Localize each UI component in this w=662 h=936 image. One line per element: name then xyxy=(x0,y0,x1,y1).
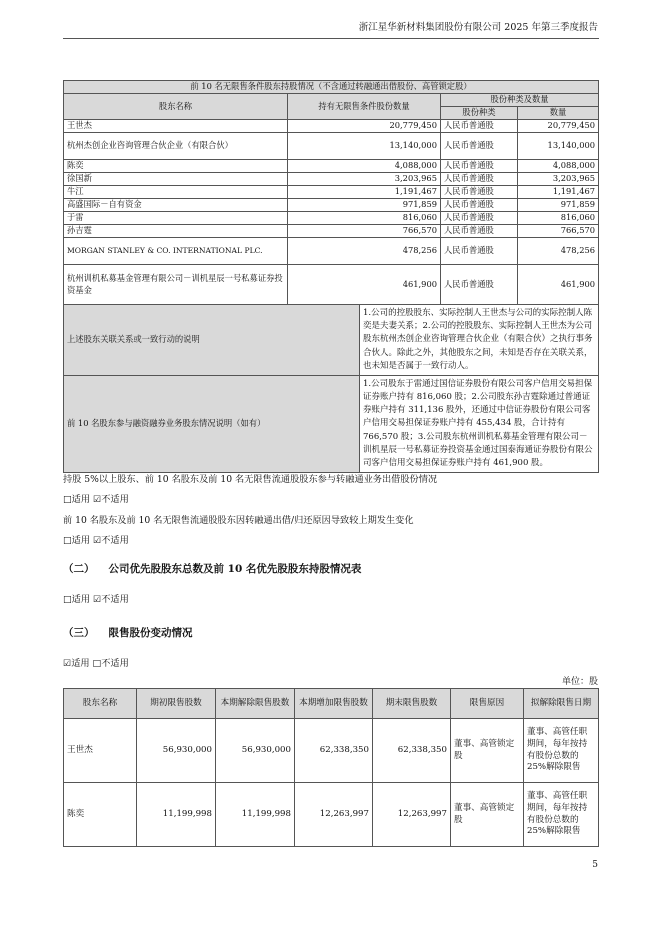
unrestricted-qty: 1,191,467 xyxy=(288,186,441,199)
section-number: （三） xyxy=(63,627,95,639)
share-count: 478,256 xyxy=(518,238,599,265)
share-count: 20,779,450 xyxy=(518,120,599,133)
shareholder-name: 王世杰 xyxy=(64,719,137,783)
header-share-count: 数量 xyxy=(518,107,599,120)
relation-text: 1.公司的控股股东、实际控制人王世杰与公司的实际控制人陈奕是夫妻关系；2.公司的控股股东、实际控制人王世杰为公司股东杭州杰创企业咨询管理合伙企业（有限合伙）之执行事务合伙人。除此之外，其他股东之间，未知是否存在关联关系，也未知是否属于一致行动人。 xyxy=(360,305,599,376)
added-restricted: 12,263,997 xyxy=(295,783,373,847)
table-row xyxy=(64,225,599,238)
table-row xyxy=(64,160,599,173)
lending-applicability: □适用 ☑不适用 xyxy=(63,494,129,505)
share-type: 人民币普通股 xyxy=(441,173,518,186)
table-row xyxy=(64,120,599,133)
share-count: 461,900 xyxy=(518,265,599,305)
table-row xyxy=(64,783,599,847)
header-share-type: 股份种类 xyxy=(441,107,518,120)
share-count: 13,140,000 xyxy=(518,133,599,160)
table-row xyxy=(64,265,599,305)
header-divider xyxy=(63,38,599,39)
header-share-type-group: 股份种类及数量 xyxy=(441,94,599,107)
header-col: 限售原因 xyxy=(451,689,524,719)
share-type: 人民币普通股 xyxy=(441,225,518,238)
shareholder-name: 杭州训机私募基金管理有限公司－训机星辰一号私募证券投资基金 xyxy=(64,265,288,305)
header-col: 股东名称 xyxy=(64,689,137,719)
shareholder-name: 王世杰 xyxy=(64,120,288,133)
unrestricted-qty: 478,256 xyxy=(288,238,441,265)
table-row xyxy=(64,186,599,199)
release-date: 董事、高管任职期间，每年按持有股份总数的 25%解除限售 xyxy=(524,719,599,783)
header-col: 本期解除限售股数 xyxy=(216,689,295,719)
unrestricted-qty: 20,779,450 xyxy=(288,120,441,133)
end-restricted: 12,263,997 xyxy=(373,783,451,847)
shareholder-name: 陈奕 xyxy=(64,160,288,173)
release-date: 董事、高管任职期间，每年按持有股份总数的 25%解除限售 xyxy=(524,783,599,847)
section-title: 公司优先股股东总数及前 10 名优先股股东持股情况表 xyxy=(108,563,362,575)
share-type: 人民币普通股 xyxy=(441,133,518,160)
restricted-applicability: ☑适用 □不适用 xyxy=(63,658,129,669)
restriction-reason: 董事、高管锁定股 xyxy=(451,719,524,783)
share-count: 816,060 xyxy=(518,212,599,225)
released-restricted: 11,199,998 xyxy=(216,783,295,847)
header-col: 拟解除限售日期 xyxy=(524,689,599,719)
table-row xyxy=(64,212,599,225)
shareholder-name: 孙吉霆 xyxy=(64,225,288,238)
unrestricted-qty: 13,140,000 xyxy=(288,133,441,160)
table-row xyxy=(64,238,599,265)
end-restricted: 62,338,350 xyxy=(373,719,451,783)
unrestricted-qty: 461,900 xyxy=(288,265,441,305)
top10-holders-table xyxy=(63,80,599,473)
unrestricted-qty: 3,203,965 xyxy=(288,173,441,186)
share-type: 人民币普通股 xyxy=(441,186,518,199)
restricted-shares-table xyxy=(63,688,599,847)
margin-trading-label: 前 10 名股东参与融资融券业务股东情况说明（如有） xyxy=(64,375,360,472)
share-type: 人民币普通股 xyxy=(441,120,518,133)
unit-label: 单位：股 xyxy=(561,677,598,687)
section-preferred-heading xyxy=(63,561,361,576)
table-row xyxy=(64,133,599,160)
shareholder-name: 徐国新 xyxy=(64,173,288,186)
preferred-applicability: □适用 ☑不适用 xyxy=(63,594,129,605)
relation-label: 上述股东关联关系或一致行动的说明 xyxy=(64,305,360,376)
section-title: 限售股份变动情况 xyxy=(108,627,193,639)
header-col: 期末限售股数 xyxy=(373,689,451,719)
released-restricted: 56,930,000 xyxy=(216,719,295,783)
shareholder-name: 牛江 xyxy=(64,186,288,199)
shareholder-name: 高盛国际－自有资金 xyxy=(64,199,288,212)
unrestricted-qty: 766,570 xyxy=(288,225,441,238)
section-number: （二） xyxy=(63,563,95,575)
header-col: 期初限售股数 xyxy=(137,689,216,719)
change-applicability: □适用 ☑不适用 xyxy=(63,535,129,546)
section-restricted-heading xyxy=(63,625,193,640)
shareholder-name: 陈奕 xyxy=(64,783,137,847)
share-type: 人民币普通股 xyxy=(441,212,518,225)
page-number: 5 xyxy=(592,860,598,870)
unrestricted-qty: 971,859 xyxy=(288,199,441,212)
change-paragraph: 前 10 名股东及前 10 名无限售流通股股东因转融通出借/归还原因导致较上期发生变化 xyxy=(63,515,414,526)
begin-restricted: 11,199,998 xyxy=(137,783,216,847)
table-row xyxy=(64,719,599,783)
shareholder-name: 杭州杰创企业咨询管理合伙企业（有限合伙） xyxy=(64,133,288,160)
begin-restricted: 56,930,000 xyxy=(137,719,216,783)
share-count: 971,859 xyxy=(518,199,599,212)
shareholder-name: MORGAN STANLEY & CO. INTERNATIONAL PLC. xyxy=(64,238,288,265)
unrestricted-qty: 4,088,000 xyxy=(288,160,441,173)
share-count: 766,570 xyxy=(518,225,599,238)
share-type: 人民币普通股 xyxy=(441,199,518,212)
margin-trading-text: 1.公司股东于雷通过国信证券股份有限公司客户信用交易担保证券账户持有 816,060 股；2.公司股东孙吉霆除通过普通证券账户持有 311,136 股外，还通过中信证券股份有限公司客户信用交易担保证券账户持有 455,434 股，合计持有 766,570 股；3.公司股东杭州训机私募基金管理有限公司－训机星辰一号私募证券投资基金通过国泰海通证券股份有限公司客户信用交易担保证券账户持有 461,900 股。 xyxy=(360,375,599,472)
page-header: 浙江星华新材料集团股份有限公司 2025 年第三季度报告 xyxy=(358,22,598,33)
top10-table-title: 前 10 名无限售条件股东持股情况（不含通过转融通出借股份、高管锁定股） xyxy=(64,81,599,94)
share-count: 4,088,000 xyxy=(518,160,599,173)
table-row xyxy=(64,173,599,186)
unrestricted-qty: 816,060 xyxy=(288,212,441,225)
share-type: 人民币普通股 xyxy=(441,160,518,173)
share-type: 人民币普通股 xyxy=(441,265,518,305)
header-col: 本期增加限售股数 xyxy=(295,689,373,719)
share-type: 人民币普通股 xyxy=(441,238,518,265)
restriction-reason: 董事、高管锁定股 xyxy=(451,783,524,847)
added-restricted: 62,338,350 xyxy=(295,719,373,783)
header-unrestricted-qty: 持有无限售条件股份数量 xyxy=(288,94,441,120)
header-shareholder-name: 股东名称 xyxy=(64,94,288,120)
share-count: 3,203,965 xyxy=(518,173,599,186)
lending-paragraph: 持股 5%以上股东、前 10 名股东及前 10 名无限售流通股股东参与转融通业务出借股份情况 xyxy=(63,474,438,485)
share-count: 1,191,467 xyxy=(518,186,599,199)
shareholder-name: 于雷 xyxy=(64,212,288,225)
table-row xyxy=(64,199,599,212)
